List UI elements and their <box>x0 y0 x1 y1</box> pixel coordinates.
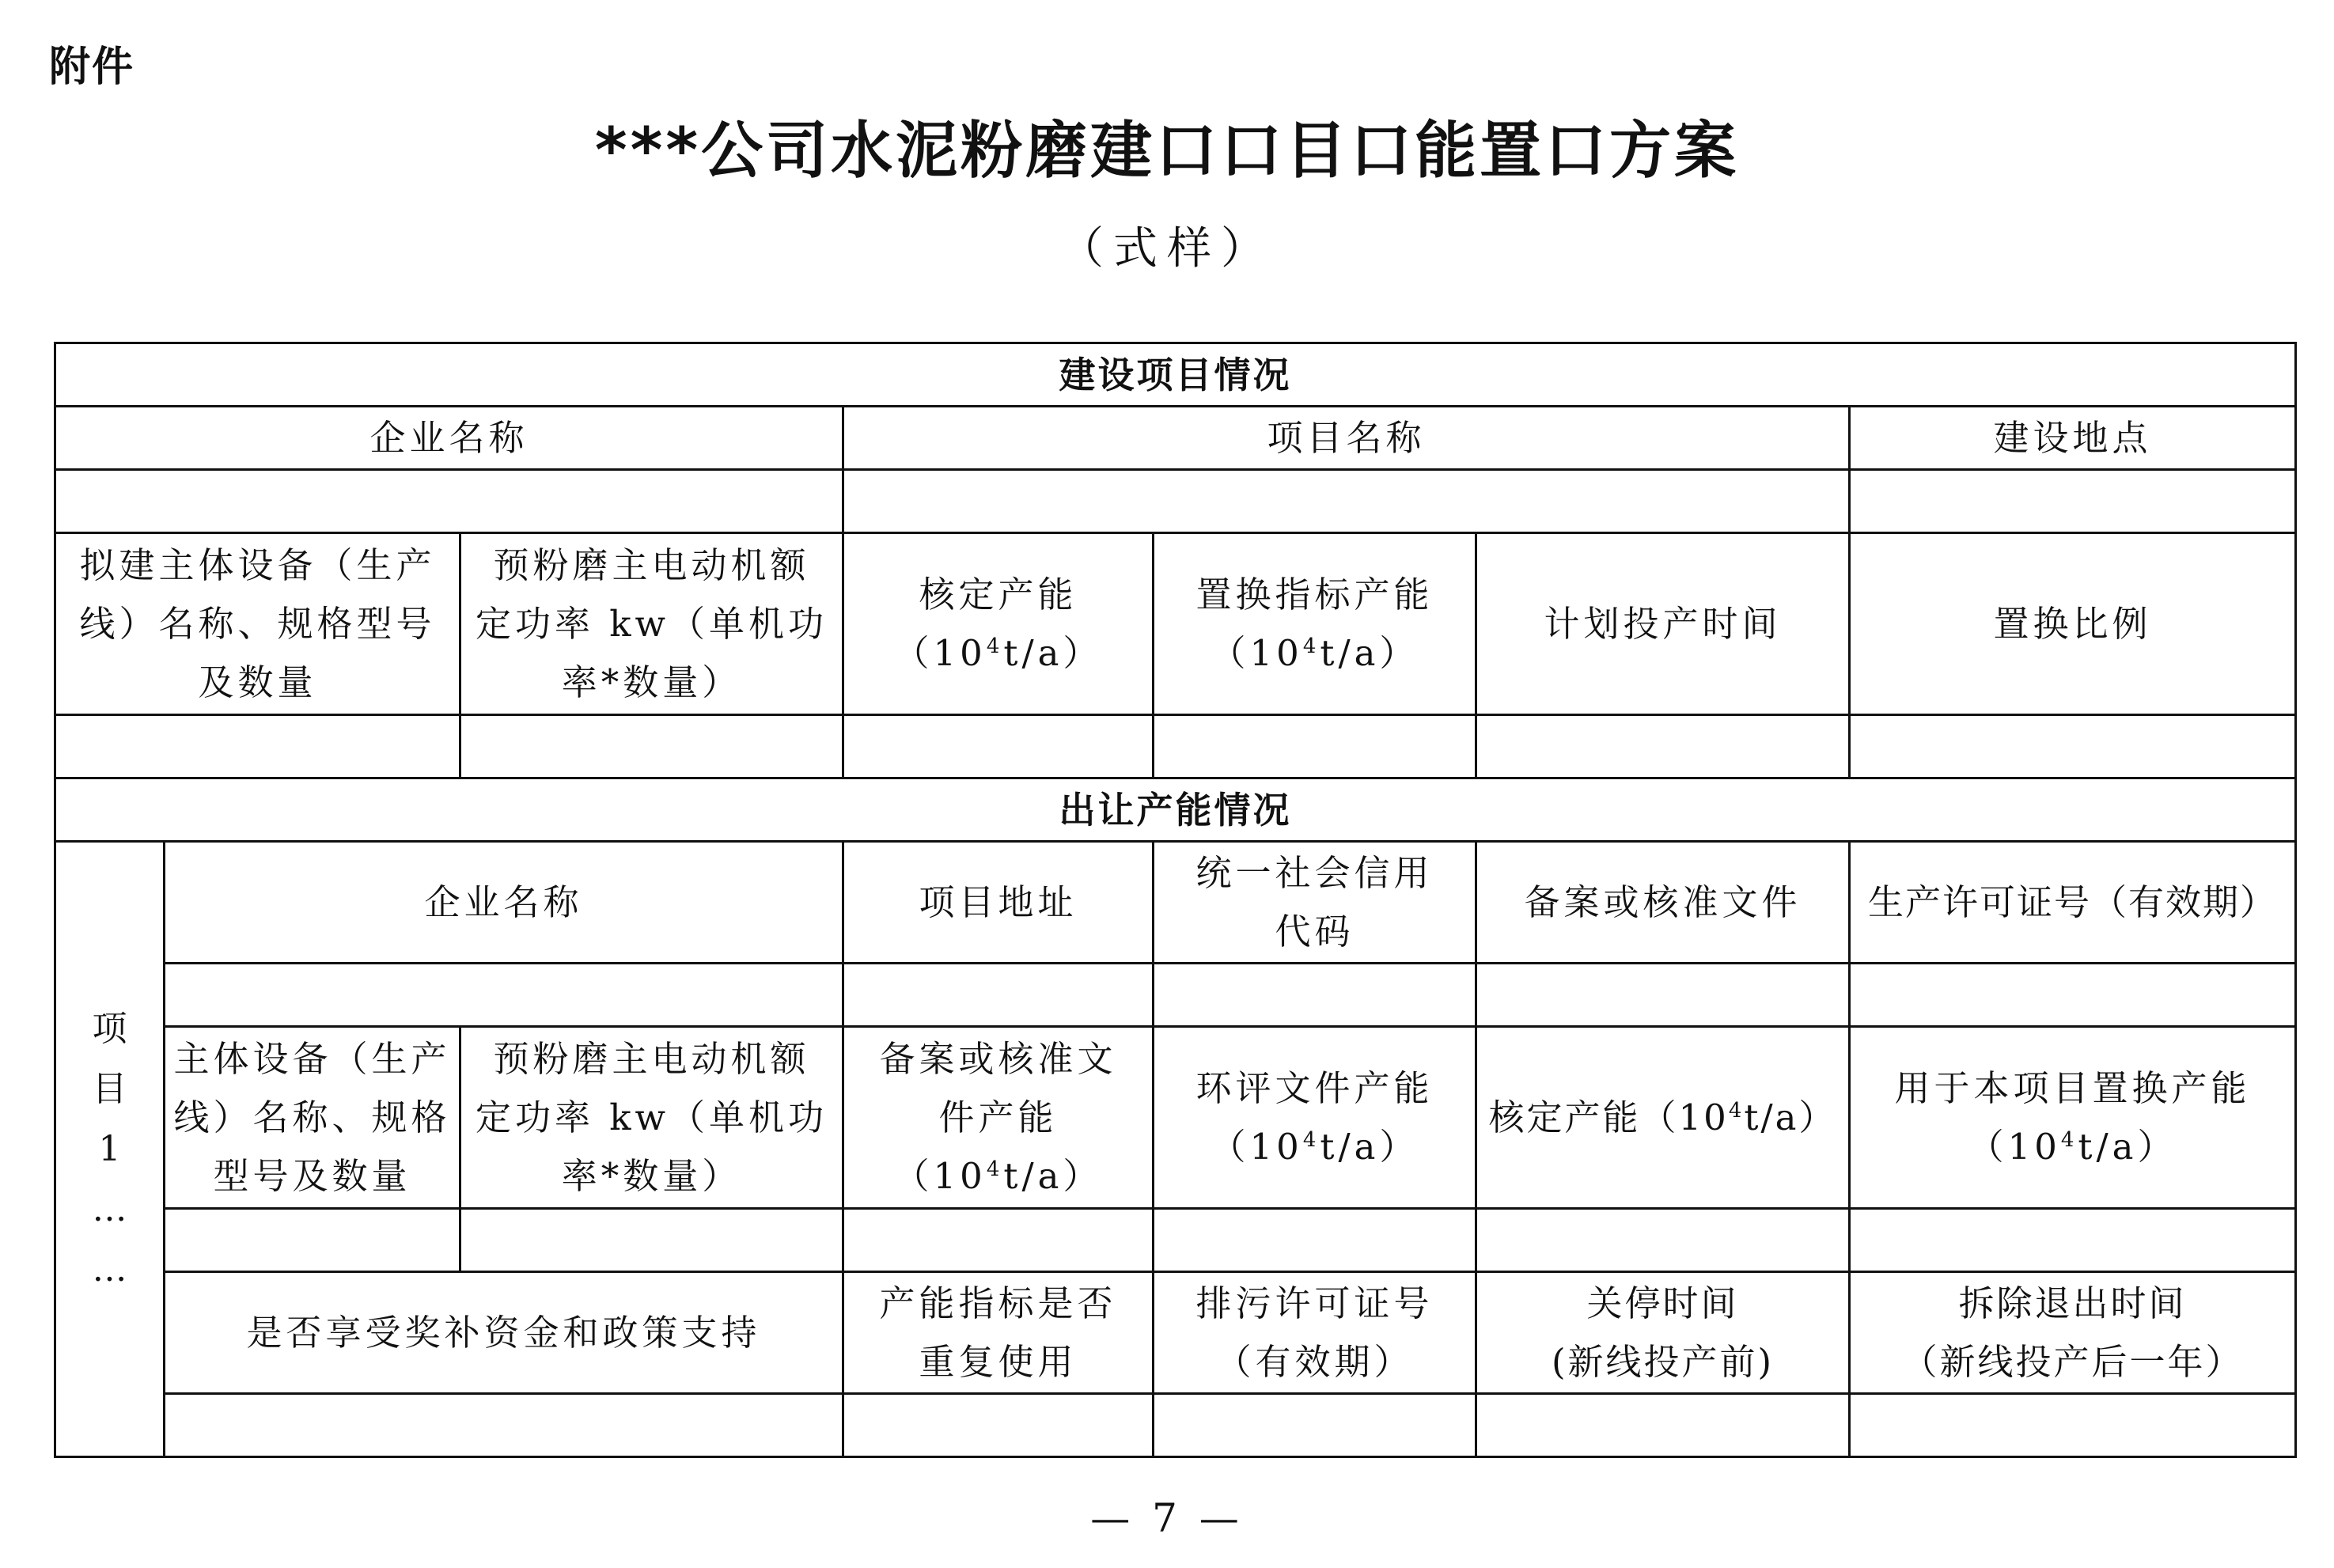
demolition-time-field[interactable] <box>1850 1394 2296 1457</box>
transfer-section-title: 出让产能情况 <box>55 778 2296 842</box>
construction-motor-power-header: 预粉磨主电动机额 定功率 kw（单机功 率*数量） <box>460 533 843 715</box>
transfer-address-field[interactable] <box>843 964 1154 1027</box>
transfer-verified-capacity-field[interactable] <box>1476 1209 1850 1272</box>
transfer-section-row <box>55 778 2296 842</box>
construction-planned-time-header: 计划投产时间 <box>1476 533 1850 715</box>
transfer-eia-capacity-field[interactable] <box>1154 1209 1476 1272</box>
pollution-permit-field[interactable] <box>1154 1394 1476 1457</box>
construction-section-row <box>55 343 2296 407</box>
subsidy-support-field[interactable] <box>165 1394 843 1457</box>
transfer-address-header: 项目地址 <box>843 842 1154 964</box>
transfer-detail-input-row <box>55 1209 2296 1272</box>
construction-header-row <box>55 407 2296 470</box>
construction-equipment-field[interactable] <box>55 715 460 778</box>
page-number: — 7 — <box>1090 1495 1244 1541</box>
capacity-replacement-form <box>54 342 2297 1458</box>
transfer-filing-capacity-header: 备案或核准文 件产能$(10^4t/a)$ <box>843 1027 1154 1209</box>
transfer-used-capacity-header: 用于本项目置换产能 $(10^4t/a)$ <box>1850 1027 2296 1209</box>
construction-location-header: 建设地点 <box>1850 407 2296 470</box>
transfer-company-name-field[interactable] <box>165 964 843 1027</box>
construction-verified-capacity-field[interactable] <box>843 715 1154 778</box>
attachment-label: 附件 <box>49 44 135 91</box>
construction-detail-input-row <box>55 715 2296 778</box>
transfer-credit-code-field[interactable] <box>1154 964 1476 1027</box>
construction-verified-capacity-header: 核定产能 $(10^4t/a)$ <box>843 533 1154 715</box>
transfer-used-capacity-field[interactable] <box>1850 1209 2296 1272</box>
construction-replacement-ratio-header: 置换比例 <box>1850 533 2296 715</box>
construction-input-row <box>55 470 2296 533</box>
capacity-reuse-field[interactable] <box>843 1394 1154 1457</box>
transfer-verified-capacity-header: 核定产能$(10^4t/a)$ <box>1476 1027 1850 1209</box>
subsidy-support-header: 是否享受奖补资金和政策支持 <box>165 1272 843 1394</box>
construction-replacement-capacity-header: 置换指标产能 $(10^4t/a)$ <box>1154 533 1476 715</box>
transfer-company-name-header: 企业名称 <box>165 842 843 964</box>
shutdown-time-header: 关停时间 (新线投产前) <box>1476 1272 1850 1394</box>
construction-replacement-capacity-field[interactable] <box>1154 715 1476 778</box>
page-title: ***公司水泥粉磨建口口目口能置口方案 <box>594 116 1740 187</box>
construction-project-name-header: 项目名称 <box>843 407 1850 470</box>
construction-planned-time-field[interactable] <box>1476 715 1850 778</box>
transfer-detail-header-row <box>55 1027 2296 1209</box>
transfer-filing-capacity-field[interactable] <box>843 1209 1154 1272</box>
demolition-time-header: 拆除退出时间 （新线投产后一年） <box>1850 1272 2296 1394</box>
transfer-status-input-row <box>55 1394 2296 1457</box>
construction-equipment-header: 拟建主体设备（生产 线）名称、规格型号 及数量 <box>55 533 460 715</box>
construction-company-name-header: 企业名称 <box>55 407 843 470</box>
transfer-status-header-row <box>55 1272 2296 1394</box>
construction-replacement-ratio-field[interactable] <box>1850 715 2296 778</box>
transfer-equipment-field[interactable] <box>165 1209 460 1272</box>
transfer-credit-code-header: 统一社会信用 代码 <box>1154 842 1476 964</box>
transfer-license-header: 生产许可证号（有效期） <box>1850 842 2296 964</box>
transfer-license-field[interactable] <box>1850 964 2296 1027</box>
shutdown-time-field[interactable] <box>1476 1394 1850 1457</box>
transfer-motor-power-header: 预粉磨主电动机额 定功率 kw（单机功 率*数量） <box>460 1027 843 1209</box>
construction-company-name-field[interactable] <box>55 470 843 533</box>
construction-motor-power-field[interactable] <box>460 715 843 778</box>
transfer-filing-document-header: 备案或核准文件 <box>1476 842 1850 964</box>
transfer-filing-document-field[interactable] <box>1476 964 1850 1027</box>
transfer-eia-capacity-header: 环评文件产能 $(10^4t/a)$ <box>1154 1027 1476 1209</box>
construction-section-title: 建设项目情况 <box>55 343 2296 407</box>
transfer-equipment-header: 主体设备（生产 线）名称、规格 型号及数量 <box>165 1027 460 1209</box>
construction-detail-header-row <box>55 533 2296 715</box>
transfer-input-row <box>55 964 2296 1027</box>
transfer-header-row <box>55 842 2296 964</box>
transfer-motor-power-field[interactable] <box>460 1209 843 1272</box>
pollution-permit-header: 排污许可证号 （有效期） <box>1154 1272 1476 1394</box>
page-subtitle: （式样） <box>1059 223 1275 275</box>
construction-project-name-field[interactable] <box>843 470 1850 533</box>
project-side-label: 项 目 1 … … <box>55 842 165 1457</box>
construction-location-field[interactable] <box>1850 470 2296 533</box>
capacity-reuse-header: 产能指标是否 重复使用 <box>843 1272 1154 1394</box>
